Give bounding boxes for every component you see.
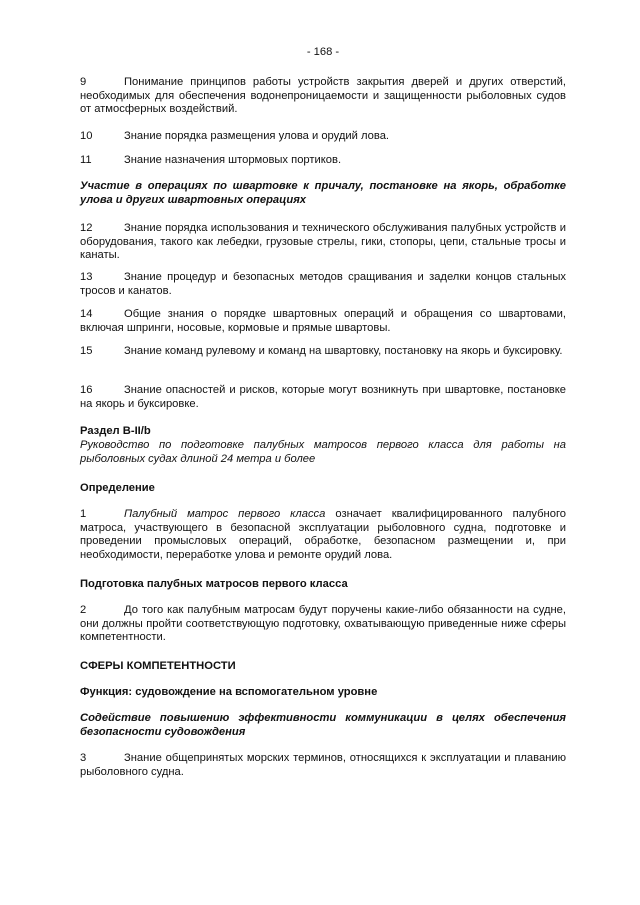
item-number: 16 <box>80 384 93 396</box>
item-number: 3 <box>80 752 87 764</box>
item-number: 13 <box>80 271 93 283</box>
item-number: 11 <box>80 154 92 166</box>
item-text: Знание общепринятых морских терминов, относящихся к эксплуатации и плаванию рыболовного судна. <box>80 752 566 778</box>
item-text: До того как палубным матросам будут поручены какие-либо обязанности на судне, они должны пройти соответствующую подготовку, охватывающую приведенные ниже сферы компетентности. <box>80 604 566 644</box>
section-title: Раздел B-II/b <box>80 425 151 437</box>
item-number: 14 <box>80 308 93 320</box>
item-number: 15 <box>80 345 93 357</box>
list-item <box>80 130 566 144</box>
list-item <box>80 345 566 359</box>
list-item <box>80 752 566 779</box>
list-item <box>80 76 566 117</box>
communication-heading: Содействие повышению эффективности коммуникации в целях обеспечения безопасности судовождения <box>80 712 566 738</box>
list-item <box>80 308 566 335</box>
item-text: Понимание принципов работы устройств закрытия дверей и других отверстий, необходимых для обеспечения водонепроницаемости и защищенности рыболовных судов от атмосферных воздействий. <box>80 76 566 116</box>
item-number: 12 <box>80 222 93 234</box>
item-text: Знание назначения штормовых портиков. <box>124 154 342 166</box>
function-heading: Функция: судовождение на вспомогательном уровне <box>80 686 378 698</box>
competence-heading: СФЕРЫ КОМПЕТЕНТНОСТИ <box>80 660 236 672</box>
list-item <box>80 154 566 168</box>
item-text: Знание процедур и безопасных методов сращивания и заделки концов стальных тросов и канатов. <box>80 271 566 297</box>
section-subtitle: Руководство по подготовке палубных матросов первого класса для работы на рыболовных судах длиной 24 метра и более <box>80 439 566 465</box>
item-text: Знание порядка использования и технического обслуживания палубных устройств и оборудования, такого как лебедки, грузовые стрелы, гики, стопоры, цепи, стальные тросы и канаты. <box>80 222 566 262</box>
item-text: Общие знания о порядке швартовных операций и обращения со швартовами, включая шпринги, носовые, кормовые и прямые швартовы. <box>80 308 566 334</box>
item-number: 9 <box>80 76 87 88</box>
definition-text: означает квалифицированного палубного матроса, участвующего в безопасной эксплуатации рыболовного судна, подготовке и проведении промысловых операций, обработке, безопасном размещении и, при необходимости, переработке улова и ремонте орудий лова. <box>80 508 566 561</box>
page-number: - 168 - <box>306 46 340 58</box>
item-text: Знание команд рулевому и команд на швартовку, постановку на якорь и буксировку. <box>124 345 563 357</box>
item-text: Знание опасностей и рисков, которые могут возникнуть при швартовке, постановке на якорь и буксировке. <box>80 384 566 410</box>
list-item <box>80 271 566 298</box>
item-number: 2 <box>80 604 87 616</box>
definition-paragraph <box>80 508 566 562</box>
training-heading: Подготовка палубных матросов первого класса <box>80 578 348 590</box>
list-item <box>80 222 566 263</box>
heading-mooring: Участие в операциях по швартовке к причалу, постановке на якорь, обработке улова и других швартовных операциях <box>80 180 566 206</box>
definition-heading: Определение <box>80 482 155 494</box>
list-item <box>80 384 566 411</box>
item-number: 10 <box>80 130 93 142</box>
list-item <box>80 604 566 645</box>
item-text: Знание порядка размещения улова и орудий лова. <box>124 130 390 142</box>
defined-term: Палубный матрос первого класса <box>124 508 326 520</box>
item-number: 1 <box>80 508 87 520</box>
